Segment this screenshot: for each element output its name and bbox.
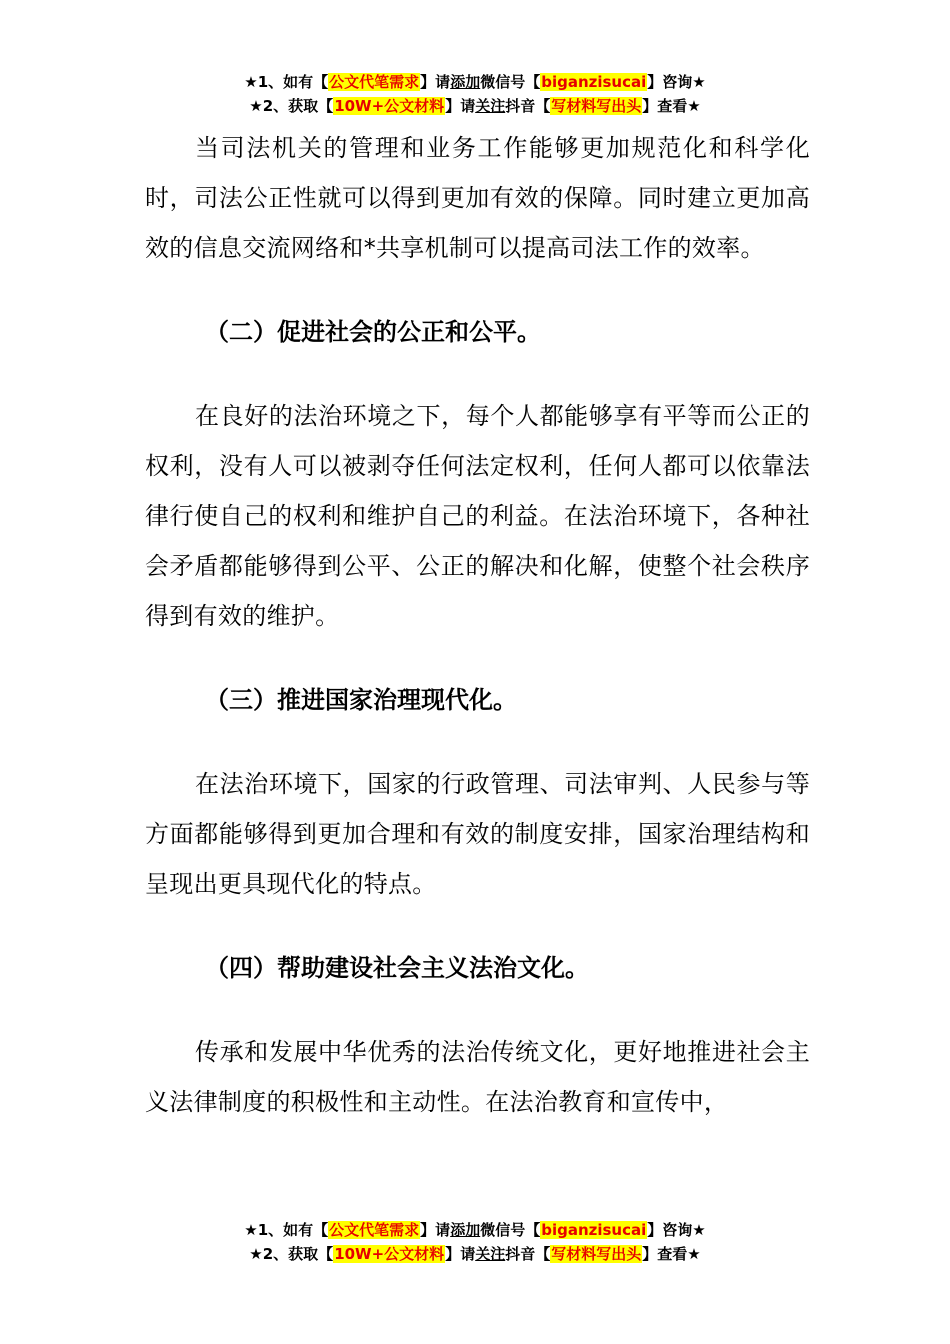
header-banner <box>0 70 950 118</box>
banner-text: ★2、获取【 <box>249 97 334 115</box>
banner-text: 】查看★ <box>642 1245 701 1263</box>
paragraph-1: 当司法机关的管理和业务工作能够更加规范化和科学化时，司法公正性就可以得到更加有效的保障。同时建立更加高效的信息交流网络和*共享机制可以提高司法工作的效率。 <box>145 134 810 262</box>
banner-text: 】咨询★ <box>647 73 706 91</box>
paragraph-2: 在良好的法治环境之下，每个人都能够享有平等而公正的权利，没有人可以被剥夺任何法定权利，任何人都可以依靠法律行使自己的权利和维护自己的利益。在法治环境下，各种社会矛盾都能够得到公平、公正的解决和化解，使整个社会秩序得到有效的维护。 <box>145 402 810 630</box>
section-heading-3: （三）推进国家治理现代化。 <box>205 686 517 714</box>
banner-text: 】请 <box>445 1245 476 1263</box>
banner-text: 抖音【 <box>505 1245 551 1263</box>
banner-underlined-text: 关注 <box>475 1245 506 1263</box>
banner-line-1 <box>0 70 950 94</box>
banner-underlined-text: 关注 <box>475 97 506 115</box>
section-heading-2: （二）促进社会的公正和公平。 <box>205 318 541 346</box>
banner-text: 抖音【 <box>505 97 551 115</box>
document-body <box>145 123 810 1127</box>
banner-text: ★2、获取【 <box>249 1245 334 1263</box>
banner-text: 】咨询★ <box>647 1221 706 1239</box>
banner-text: 】请 <box>420 1221 451 1239</box>
highlight-douyin-id: 写材料写出头 <box>551 97 642 115</box>
banner-text: 】查看★ <box>642 97 701 115</box>
banner-line-2 <box>0 94 950 118</box>
banner-text: 】请 <box>420 73 451 91</box>
banner-text: ★1、如有【 <box>244 73 329 91</box>
section-heading-4: （四）帮助建设社会主义法治文化。 <box>205 954 589 982</box>
banner-text: ★1、如有【 <box>244 1221 329 1239</box>
highlight-materials: 10W+公文材料 <box>334 1245 445 1263</box>
highlight-service: 公文代笔需求 <box>329 73 420 91</box>
highlight-wechat-id: biganzisucai <box>541 73 647 91</box>
banner-underlined-text: 添加 <box>450 73 481 91</box>
highlight-douyin-id: 写材料写出头 <box>551 1245 642 1263</box>
footer-banner <box>0 1218 950 1266</box>
highlight-service: 公文代笔需求 <box>329 1221 420 1239</box>
banner-text: 微信号【 <box>480 73 541 91</box>
banner-underlined-text: 添加 <box>450 1221 481 1239</box>
banner-line-2 <box>0 1242 950 1266</box>
banner-text: 】请 <box>445 97 476 115</box>
highlight-wechat-id: biganzisucai <box>541 1221 647 1239</box>
banner-line-1 <box>0 1218 950 1242</box>
highlight-materials: 10W+公文材料 <box>334 97 445 115</box>
banner-text: 微信号【 <box>480 1221 541 1239</box>
paragraph-4: 传承和发展中华优秀的法治传统文化，更好地推进社会主义法律制度的积极性和主动性。在法治教育和宣传中， <box>145 1038 810 1116</box>
paragraph-3: 在法治环境下，国家的行政管理、司法审判、人民参与等方面都能够得到更加合理和有效的制度安排，国家治理结构和呈现出更具现代化的特点。 <box>145 770 810 898</box>
